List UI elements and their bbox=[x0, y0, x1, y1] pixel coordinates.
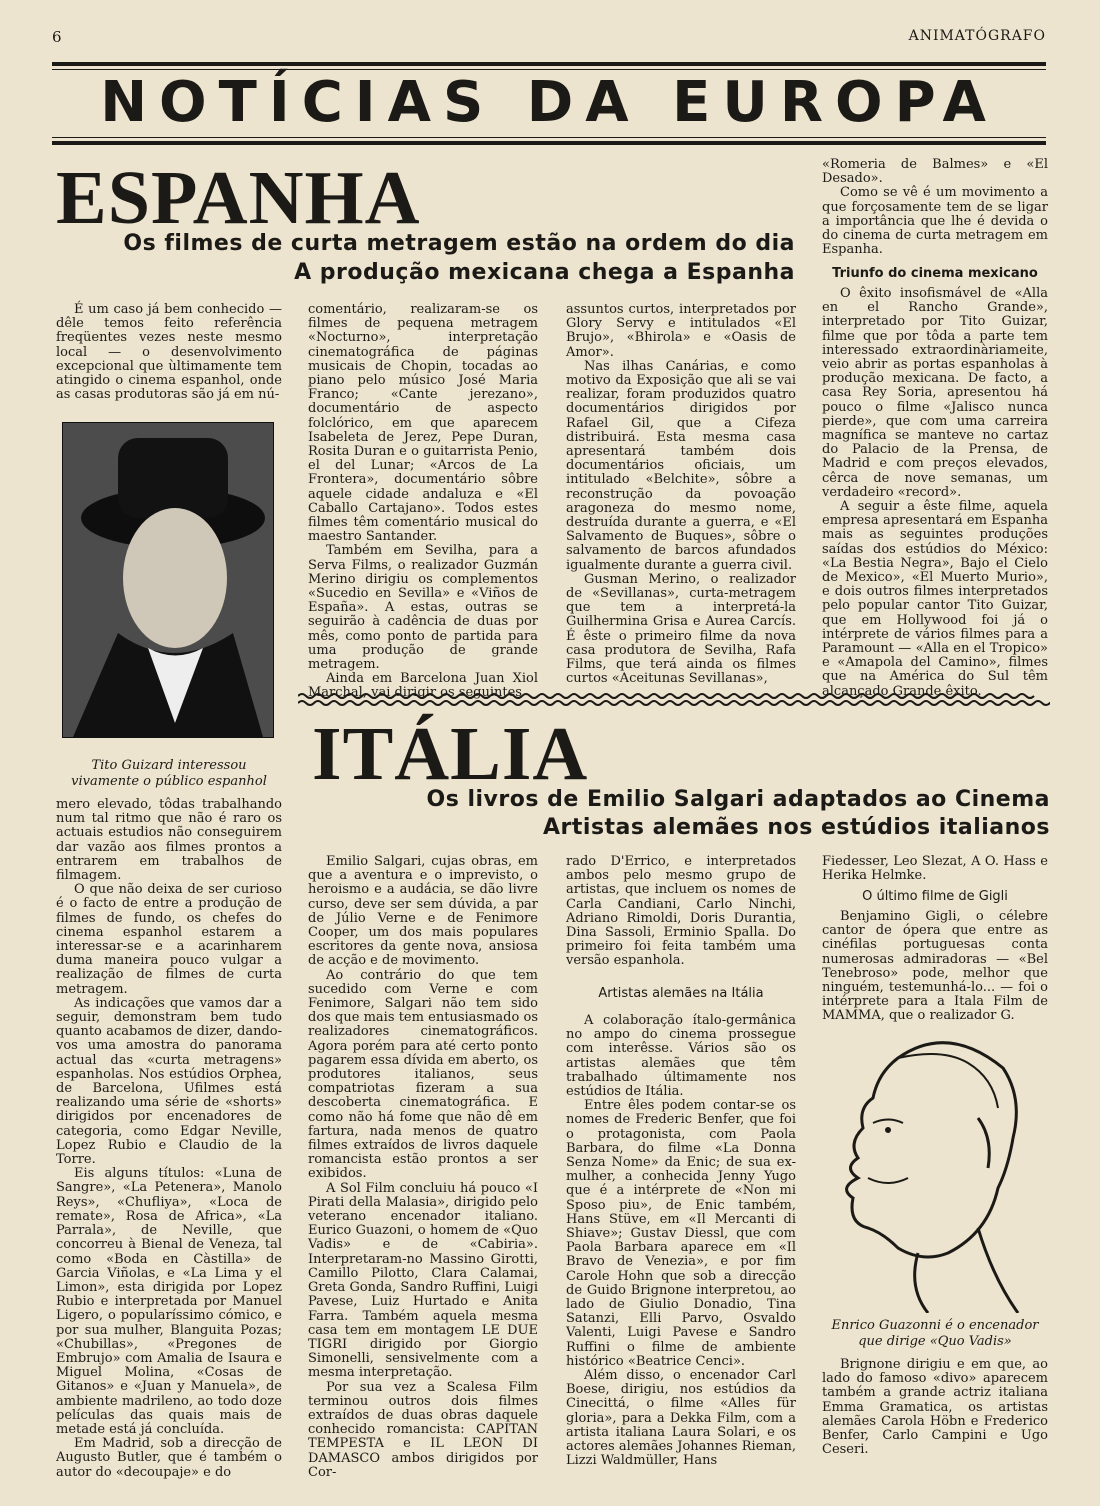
spain-col1-bottom bbox=[56, 798, 282, 1480]
drawing-caption: Enrico Guazonni é o encenador que dirige «Quo Vadis» bbox=[831, 1318, 1039, 1349]
paragraph: Além disso, o encenador Carl Boese, dirigiu, nos estúdios da Cinecittá, o filme «Alles für gloria», para a Dekka Film, com a artista italiana Laura Solari, e os actores alemães Johannes Rieman, Lizzi Waldmüller, Hans bbox=[566, 1368, 796, 1469]
tito-guizar-photo bbox=[62, 422, 274, 738]
paragraph: Eis alguns títulos: «Luna de Sangre», «La Petenera», Manolo Reys», «Chufliya», «Loca de remate», Rosa de Africa», «La Parrala», de Neville, que concorreu à Bienal de Veneza, tal como «Boda en Càstilla» de Garcia Viñolas, e «La Lima y el Limon», esta dirigida por Lopez Rubio e interpretada por Manuel Ligero, o popularíssimo cómico, e por sua mulher, Blanguita Pozas; «Chubillas», «Pregones de Embrujo» com Amalia de Isaura e Miguel Molina, «Cosas de Gitanos» e «Juan y Manuela», de ambiente madrileno, ao todo doze películas das quais mais de metade está já concluída. bbox=[56, 1166, 282, 1437]
page-number: 6 bbox=[52, 28, 62, 46]
spain-title: ESPANHA bbox=[56, 156, 421, 240]
paragraph: Em Madrid, sob a direcção de Augusto Butler, que é também o autor do «decoupaje» e do bbox=[56, 1436, 282, 1480]
italy-col3-top bbox=[822, 855, 1048, 883]
paragraph: A seguir a êste filme, aquela empresa apresentará em Espanha mais as seguintes produções saídas dos estúdios do México: «La Bestia Negra», Bajo el Cielo de Mexico», «El Muerto Murio», e dois outros filmes interpretados pelo popular cantor Tito Guizar, que em Hollywood foi já o intérprete de vários filmes para a Paramount — «Alla en el Tropico» e «Amapola del Camino», filmes que na América do Sul têm alcançado Grande êxito. bbox=[822, 499, 1048, 699]
italy-subhead-artists: Artistas alemães na Itália bbox=[598, 986, 764, 1001]
paragraph: Brignone dirigiu e em que, ao lado do famoso «divo» aparecem também a grande actriz italiana Emma Gramatica, os artistas alemães Carola Höbn e Frederico Benfer, Carlo Campini e Ugo Ceseri. bbox=[822, 1357, 1048, 1458]
paragraph: Como se vê é um movimento a que forçosamente tem de se ligar a importância que lhe é devida o do cinema de curta metragem em Espanha. bbox=[822, 185, 1048, 258]
italy-col2-bottom bbox=[566, 1014, 796, 1469]
paragraph: assuntos curtos, interpretados por Glory Servy e intitulados «El Brujo», «Bhirola» e «Oasis de Amor». bbox=[566, 302, 796, 360]
spain-col3 bbox=[566, 303, 796, 686]
spain-headline-1: Os filmes de curta metragem estão na ordem do dia bbox=[123, 231, 795, 256]
portrait-image bbox=[63, 423, 273, 737]
banner-bottom-rule bbox=[52, 141, 1046, 145]
paragraph: Emilio Salgari, cujas obras, em que a aventura e o imprevisto, o heroismo e a audácia, se dão livre curso, deve ser sem dúvida, a par de Júlio Verne e de Fenimore Cooper, um dos mais populares escritores da gente nova, ansiosa de acção e de movimento. bbox=[308, 854, 538, 969]
spain-headline-2: A produção mexicana chega a Espanha bbox=[294, 260, 795, 285]
magazine-name: ANIMATÓGRAFO bbox=[908, 28, 1046, 44]
paragraph: rado D'Errico, e interpretados ambos pelo mesmo grupo de artistas, que incluem os nomes de Carla Candiani, Carlo Ninchi, Adriano Rimoldi, Doris Durantia, Dina Sassoli, Erminio Spalla. Do primeiro foi feita também uma versão espanhola. bbox=[566, 854, 796, 969]
paragraph: «Romeria de Balmes» e «El Desado». bbox=[822, 157, 1048, 187]
paragraph: A Sol Film concluiu há pouco «I Pirati della Malasia», dirigido pelo veterano encenador italiano. Eurico Guazoni, o homem de «Quo Vadis» e de «Cabiria». Interpretaram-no Massino Girotti, Camillo Pilotto, Clara Calamai, Greta Gonda, Sandro Ruffini, Luigi Pavese, Luiz Hurtado e Anita Farra. Também aquela mesma casa tem em montagem LE DUE TIGRI dirigido por Giorgio Simonelli, sensivelmente com a mesma interpretação. bbox=[308, 1180, 538, 1381]
paragraph: Ainda em Barcelona Juan Xiol Marchal, vai dirigir os seguintes bbox=[308, 671, 538, 701]
italy-col3-mid bbox=[822, 910, 1048, 1024]
italy-subhead-gigli: O último filme de Gigli bbox=[862, 889, 1008, 904]
spain-col1-top bbox=[56, 303, 282, 402]
guazzoni-caricature bbox=[828, 1028, 1048, 1313]
paragraph: Benjamino Gigli, o célebre cantor de ópera que entre as cinéfilas portuguesas conta numerosas admiradoras — «Bel Tenebroso» pode, melhor que ninguém, testemunhá-lo... — foi o intérprete para a Itala Film de MAMMA, que o realizador G. bbox=[822, 909, 1048, 1024]
paragraph: Entre êles podem contar-se os nomes de Frederic Benfer, que foi o protagonista, com Paola Barbara, do filme «La Donna Senza Nome» da Enic; de sua ex-mulher, a conhecida Jenny Yugo que é a intérprete de «Non mi Sposo piu», de Enic também, Hans Stüve, em «Il Mercanti di Shiave»; Gustav Diessl, que com Paola Barbara aparece em «Il Bravo de Venezia», e por fim Carole Hohn que sob a direcção de Guido Brignone interpretou, ao lado de Giulio Donadio, Tina Satanzi, Elli Parvo, Osvaldo Valenti, Luigi Pavese e Sandro Ruffini o filme de ambiente histórico «Beatrice Cenci». bbox=[566, 1098, 796, 1369]
spain-col4-top bbox=[822, 158, 1048, 257]
paragraph: As indicações que vamos dar a seguir, demonstram bem tudo quanto acabamos de dizer, dando-vos uma amostra do panorama actual das «curta metragens» espanholas. Nos estúdios Orphea, de Barcelona, Ufilmes está realizando uma série de «shorts» dirigidos por encenadores de categoria, como Edgar Neville, Lopez Rubio e Claudio de la Torre. bbox=[56, 995, 282, 1168]
paragraph: O que não deixa de ser curioso é o facto de entre a produção de filmes de fundo, os chefes do cinema espanhol estarem a interessar-se e a acarinharem duma maneira pouco vulgar a realização de filmes de curta metragem. bbox=[56, 882, 282, 997]
paragraph: mero elevado, tôdas trabalhando num tal ritmo que não é raro os actuais estudios não conseguirem dar vazão aos filmes prontos a entrarem em trabalhos de filmagem. bbox=[56, 797, 282, 884]
photo-caption: Tito Guizard interessou vivamente o público espanhol bbox=[71, 758, 267, 789]
italy-title: ITÁLIA bbox=[312, 712, 589, 796]
section-divider bbox=[298, 690, 1050, 708]
paragraph: Nas ilhas Canárias, e como motivo da Exposição que ali se vai realizar, foram produzidos quatro documentários dirigidos por Rafael Gil, que a Cifeza distribuirá. Esta mesma casa apresentará também dois documentários oficiais, um intitulado «Belchite», sôbre a reconstrução da povoação aragoneza do mesmo nome, destruída durante a guerra, e «El Salvamento de Buques», sôbre o salvamento de barcos afundados igualmente durante a guerra civil. bbox=[566, 358, 796, 573]
italy-col1 bbox=[308, 855, 538, 1480]
paragraph: Gusman Merino, o realizador de «Sevillanas», curta-metragem que tem a interpretá-la Guilhermina Grisa e Aurea Carcís. É êste o primeiro filme da nova casa produtora de Sevilha, Rafa Films, que terá ainda os filmes curtos «Aceitunas Sevillanas», bbox=[566, 571, 796, 687]
italy-col3-bottom bbox=[822, 1358, 1048, 1457]
paragraph: Ao contrário do que tem sucedido com Verne e com Fenimore, Salgari não tem sido dos que mais tem entusiasmado os realizadores cinematográficos. Agora porém para até certo ponto pagarem essa dívida em aberto, os produtores italianos, seus compatriotas fizeram a sua descoberta cinematográfica. E como não há fome que não dê em fartura, nada menos de quatro filmes extraídos de livros daquele romancista estão prontos a ser exibidos. bbox=[308, 967, 538, 1182]
paragraph: A colaboração ítalo-germânica no ampo do cinema prossegue com interêsse. Vários são os artistas alemães que têm trabalhado últimamente nos estúdios de Itália. bbox=[566, 1013, 796, 1100]
italy-headline-1: Os livros de Emilio Salgari adaptados ao Cinema bbox=[426, 787, 1050, 812]
paragraph: comentário, realizaram-se os filmes de pequena metragem «Nocturno», interpretação cinematográfica de páginas musicais de Chopin, tocadas ao piano pelo músico José Maria Franco; «Cante jerezano», documentário de aspecto folclórico, em que aparecem Isabeleta de Jerez, Pepe Duran, Rosita Duran e o guitarrista Penio, el del Lunar; «Arcos de La Frontera», documentário sôbre aquele cidade andaluza e «El Caballo Cartajano». Todos estes filmes têm comentário musical do maestro Santander. bbox=[308, 302, 538, 545]
paragraph: É um caso já bem conhecido — dêle temos feito referência freqüentes vezes neste mesmo local — o desenvolvimento excepcional que ùltimamente tem atingido o cinema espanhol, onde as casas produtoras são já em nú- bbox=[56, 302, 282, 403]
italy-headline-2: Artistas alemães nos estúdios italianos bbox=[543, 815, 1050, 840]
spain-col4-bottom bbox=[822, 287, 1048, 699]
spain-col2 bbox=[308, 303, 538, 701]
paragraph: Também em Sevilha, para a Serva Films, o realizador Guzmán Merino dirigiu os complementos «Sucedio en Sevilla» e «Viños de España». A estas, outras se seguirão à cadência de duas por mês, como ponto de partida para uma produção de grande metragem. bbox=[308, 543, 538, 673]
paragraph: O êxito insofismável de «Alla en el Rancho Grande», interpretado por Tito Guizar, filme que por tôda a parte tem interessado extraordinàriameite, veio abrir as portas espanholas à produção mexicana. De facto, a casa Rey Soria, apresentou há pouco o filme «Jalisco nunca pierde», que com uma carreira magnífica se manteve no cartaz do Palacio de la Prensa, de Madrid e com preços elevados, cêrca de nove semanas, um verdadeiro «record». bbox=[822, 286, 1048, 500]
banner-title: NOTÍCIAS DA EUROPA bbox=[100, 70, 998, 135]
italy-col2-top bbox=[566, 855, 796, 969]
banner-bottom-rule-thin bbox=[52, 137, 1046, 138]
paragraph: Fiedesser, Leo Slezat, A O. Hass e Herika Helmke. bbox=[822, 854, 1048, 884]
paragraph: Por sua vez a Scalesa Film terminou outros dois filmes extraídos de duas obras daquele conhecido romancista: CAPITAN TEMPESTA e IL LEON DI DAMASCO ambos dirigidos por Cor- bbox=[308, 1379, 538, 1480]
banner-top-rule bbox=[52, 62, 1046, 66]
spain-subhead-mexico: Triunfo do cinema mexicano bbox=[832, 266, 1038, 281]
